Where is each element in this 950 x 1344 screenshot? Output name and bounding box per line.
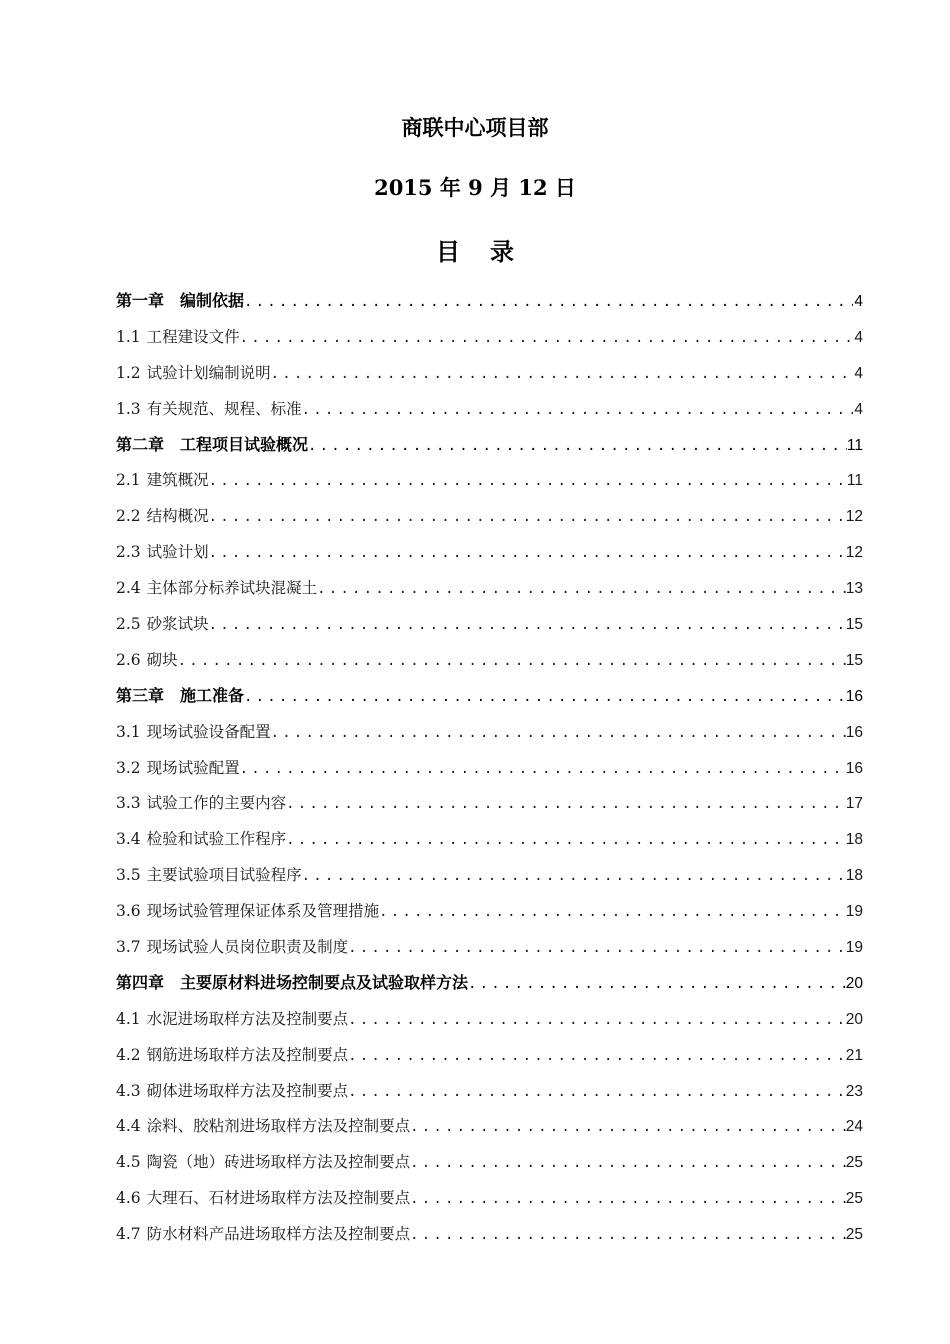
toc-entry-number: 2.5 bbox=[116, 615, 141, 634]
toc-dot-leader bbox=[178, 646, 846, 676]
toc-dot-leader bbox=[317, 574, 846, 604]
toc-page-number: 13 bbox=[845, 580, 863, 598]
toc-entry-number: 3.7 bbox=[116, 938, 141, 957]
toc-page-number: 4 bbox=[854, 328, 863, 346]
toc-page-number: 4 bbox=[854, 293, 863, 310]
toc-page-number: 12 bbox=[845, 544, 863, 562]
toc-entry-number: 第一章 bbox=[116, 291, 165, 310]
document-date: 2015 年 9 月 12 日 bbox=[374, 175, 576, 200]
toc-dot-leader bbox=[410, 1220, 846, 1250]
toc-dot-leader bbox=[302, 861, 846, 891]
toc-heading: 目录 bbox=[436, 237, 544, 266]
organization-title: 商联中心项目部 bbox=[401, 115, 549, 140]
toc-section-entry[interactable] bbox=[116, 1183, 863, 1219]
toc-section-entry[interactable] bbox=[116, 358, 863, 394]
toc-dot-leader bbox=[244, 682, 846, 712]
toc-entry-title: 大理石、石材进场取样方法及控制要点 bbox=[146, 1189, 411, 1208]
toc-entry-title: 工程项目试验概况 bbox=[180, 434, 309, 454]
toc-page-number: 16 bbox=[845, 759, 863, 777]
toc-entry-title: 有关规范、规程、标准 bbox=[146, 399, 302, 418]
toc-section-entry[interactable] bbox=[116, 1076, 863, 1112]
toc-page-number: 11 bbox=[846, 472, 863, 490]
toc-section-entry[interactable] bbox=[116, 501, 863, 537]
toc-section-entry[interactable] bbox=[116, 573, 863, 609]
toc-entry-number: 3.6 bbox=[116, 902, 141, 921]
toc-page-number: 18 bbox=[845, 831, 863, 849]
toc-entry-label bbox=[116, 681, 244, 711]
toc-entry-label bbox=[116, 537, 209, 567]
toc-section-entry[interactable] bbox=[116, 465, 863, 501]
toc-entry-title: 试验计划 bbox=[146, 543, 209, 562]
toc-entry-number: 4.1 bbox=[116, 1009, 141, 1028]
toc-section-entry[interactable] bbox=[116, 1219, 863, 1255]
toc-entry-title: 试验工作的主要内容 bbox=[146, 794, 287, 813]
toc-dot-leader bbox=[209, 466, 847, 496]
toc-page-number: 16 bbox=[845, 687, 863, 705]
toc-entry-number: 2.2 bbox=[116, 507, 141, 526]
toc-entry-label bbox=[116, 1111, 410, 1141]
toc-section-entry[interactable] bbox=[116, 860, 863, 896]
toc-section-entry[interactable] bbox=[116, 932, 863, 968]
toc-entry-number: 第三章 bbox=[116, 685, 165, 705]
toc-page-number: 25 bbox=[845, 1190, 863, 1208]
toc-dot-leader bbox=[348, 933, 846, 963]
toc-page-number: 24 bbox=[845, 1118, 863, 1136]
toc-entry-title: 工程建设文件 bbox=[146, 327, 240, 346]
toc-entry-label bbox=[116, 358, 271, 388]
toc-page-number: 25 bbox=[845, 1226, 863, 1244]
toc-entry-title: 砌块 bbox=[146, 650, 178, 669]
toc-entry-number: 2.4 bbox=[116, 579, 141, 598]
toc-entry-number: 第二章 bbox=[116, 434, 165, 454]
toc-section-entry[interactable] bbox=[116, 537, 863, 573]
toc-entry-title: 施工准备 bbox=[180, 685, 245, 705]
toc-dot-leader bbox=[410, 1112, 846, 1142]
toc-page-number: 4 bbox=[854, 400, 863, 418]
toc-chapter-entry[interactable] bbox=[116, 286, 863, 322]
toc-entry-title: 砌体进场取样方法及控制要点 bbox=[146, 1081, 349, 1100]
toc-entry-label bbox=[116, 1183, 410, 1213]
toc-dot-leader bbox=[209, 610, 846, 640]
toc-section-entry[interactable] bbox=[116, 824, 863, 860]
toc-entry-title: 试验计划编制说明 bbox=[146, 363, 271, 382]
toc-entry-number: 第四章 bbox=[116, 972, 165, 992]
toc-section-entry[interactable] bbox=[116, 1040, 863, 1076]
toc-entry-label bbox=[116, 788, 286, 818]
toc-entry-title: 检验和试验工作程序 bbox=[146, 830, 287, 849]
toc-page-number: 17 bbox=[845, 795, 863, 813]
toc-page-number: 21 bbox=[845, 1046, 863, 1064]
toc-dot-leader bbox=[302, 395, 853, 425]
toc-entry-label bbox=[116, 824, 286, 854]
toc-chapter-entry[interactable] bbox=[116, 968, 863, 1004]
toc-dot-leader bbox=[240, 323, 853, 353]
toc-section-entry[interactable] bbox=[116, 896, 863, 932]
toc-entry-label bbox=[116, 896, 379, 926]
table-of-contents bbox=[116, 286, 863, 1255]
toc-dot-leader bbox=[410, 1184, 846, 1214]
toc-dot-leader bbox=[410, 1148, 846, 1178]
toc-dot-leader bbox=[348, 1077, 846, 1107]
toc-page-number: 15 bbox=[845, 651, 863, 669]
toc-section-entry[interactable] bbox=[116, 609, 863, 645]
toc-dot-leader bbox=[379, 897, 846, 927]
toc-entry-title: 建筑概况 bbox=[146, 471, 209, 490]
toc-entry-number: 3.2 bbox=[116, 758, 141, 777]
toc-section-entry[interactable] bbox=[116, 788, 863, 824]
toc-dot-leader bbox=[286, 789, 846, 819]
toc-page-number: 23 bbox=[845, 1082, 863, 1100]
toc-page-number: 15 bbox=[845, 616, 863, 634]
toc-chapter-entry[interactable] bbox=[116, 430, 863, 466]
toc-entry-title: 陶瓷（地）砖进场取样方法及控制要点 bbox=[146, 1153, 411, 1172]
toc-entry-number: 4.6 bbox=[116, 1189, 141, 1208]
toc-entry-label bbox=[116, 609, 209, 639]
toc-entry-title: 编制依据 bbox=[180, 291, 245, 310]
toc-entry-number: 4.2 bbox=[116, 1045, 141, 1064]
toc-entry-title: 主要原材料进场控制要点及试验取样方法 bbox=[180, 972, 469, 992]
toc-entry-label bbox=[116, 968, 468, 998]
toc-page-number: 19 bbox=[845, 939, 863, 957]
toc-section-entry[interactable] bbox=[116, 753, 863, 789]
toc-entry-number: 2.6 bbox=[116, 650, 141, 669]
toc-entry-number: 4.3 bbox=[116, 1081, 141, 1100]
toc-entry-number: 4.7 bbox=[116, 1225, 141, 1244]
toc-page-number: 20 bbox=[845, 1010, 863, 1028]
toc-entry-title: 现场试验人员岗位职责及制度 bbox=[146, 938, 349, 957]
toc-entry-number: 2.3 bbox=[116, 543, 141, 562]
toc-dot-leader bbox=[468, 969, 846, 999]
toc-page-number: 20 bbox=[845, 974, 863, 992]
toc-entry-label bbox=[116, 430, 308, 460]
toc-entry-label bbox=[116, 932, 348, 962]
toc-section-entry[interactable] bbox=[116, 1111, 863, 1147]
toc-entry-title: 主要试验项目试验程序 bbox=[146, 866, 302, 885]
toc-page-number: 16 bbox=[845, 723, 863, 741]
toc-entry-label bbox=[116, 394, 302, 424]
toc-page-number: 25 bbox=[845, 1154, 863, 1172]
toc-dot-leader bbox=[348, 1005, 846, 1035]
toc-entry-label bbox=[116, 1076, 348, 1106]
toc-entry-label bbox=[116, 465, 209, 495]
toc-section-entry[interactable] bbox=[116, 717, 863, 753]
toc-dot-leader bbox=[348, 1041, 846, 1071]
toc-dot-leader bbox=[271, 359, 853, 389]
toc-section-entry[interactable] bbox=[116, 645, 863, 681]
toc-entry-title: 主体部分标养试块混凝土 bbox=[146, 579, 318, 598]
toc-entry-title: 涂料、胶粘剂进场取样方法及控制要点 bbox=[146, 1117, 411, 1136]
toc-entry-number: 3.3 bbox=[116, 794, 141, 813]
toc-entry-label bbox=[116, 322, 240, 352]
toc-entry-title: 结构概况 bbox=[146, 507, 209, 526]
toc-entry-label bbox=[116, 1004, 348, 1034]
toc-entry-title: 水泥进场取样方法及控制要点 bbox=[146, 1009, 349, 1028]
toc-page-number: 11 bbox=[846, 436, 863, 454]
toc-entry-number: 3.5 bbox=[116, 866, 141, 885]
toc-entry-number: 1.2 bbox=[116, 363, 141, 382]
toc-entry-title: 现场试验管理保证体系及管理措施 bbox=[146, 902, 380, 921]
toc-entry-number: 4.4 bbox=[116, 1117, 141, 1136]
toc-entry-number: 2.1 bbox=[116, 471, 141, 490]
toc-entry-label bbox=[116, 645, 178, 675]
toc-entry-label bbox=[116, 501, 209, 531]
toc-page-number: 18 bbox=[845, 867, 863, 885]
toc-dot-leader bbox=[308, 431, 847, 461]
toc-page-number: 12 bbox=[845, 508, 863, 526]
toc-page-number: 4 bbox=[854, 364, 863, 382]
toc-entry-label bbox=[116, 753, 240, 783]
toc-dot-leader bbox=[209, 538, 846, 568]
toc-chapter-entry[interactable] bbox=[116, 681, 863, 717]
toc-entry-title: 现场试验设备配置 bbox=[146, 722, 271, 741]
toc-section-entry[interactable] bbox=[116, 1147, 863, 1183]
toc-entry-number: 3.1 bbox=[116, 722, 141, 741]
toc-entry-label bbox=[116, 1040, 348, 1070]
toc-entry-label bbox=[116, 860, 302, 890]
toc-entry-title: 钢筋进场取样方法及控制要点 bbox=[146, 1045, 349, 1064]
toc-entry-label bbox=[116, 286, 244, 316]
toc-entry-number: 4.5 bbox=[116, 1153, 141, 1172]
toc-page-number: 19 bbox=[845, 903, 863, 921]
toc-section-entry[interactable] bbox=[116, 1004, 863, 1040]
toc-dot-leader bbox=[286, 825, 846, 855]
toc-dot-leader bbox=[240, 754, 846, 784]
toc-entry-label bbox=[116, 573, 317, 603]
toc-entry-label bbox=[116, 717, 271, 747]
toc-entry-title: 防水材料产品进场取样方法及控制要点 bbox=[146, 1225, 411, 1244]
toc-entry-title: 砂浆试块 bbox=[146, 615, 209, 634]
toc-entry-number: 1.1 bbox=[116, 327, 141, 346]
toc-entry-label bbox=[116, 1147, 410, 1177]
toc-entry-label bbox=[116, 1219, 410, 1249]
toc-dot-leader bbox=[271, 718, 846, 748]
toc-entry-number: 1.3 bbox=[116, 399, 141, 418]
toc-entry-number: 3.4 bbox=[116, 830, 141, 849]
toc-dot-leader bbox=[209, 502, 846, 532]
toc-entry-title: 现场试验配置 bbox=[146, 758, 240, 777]
toc-dot-leader bbox=[244, 287, 853, 317]
toc-section-entry[interactable] bbox=[116, 322, 863, 358]
toc-section-entry[interactable] bbox=[116, 394, 863, 430]
